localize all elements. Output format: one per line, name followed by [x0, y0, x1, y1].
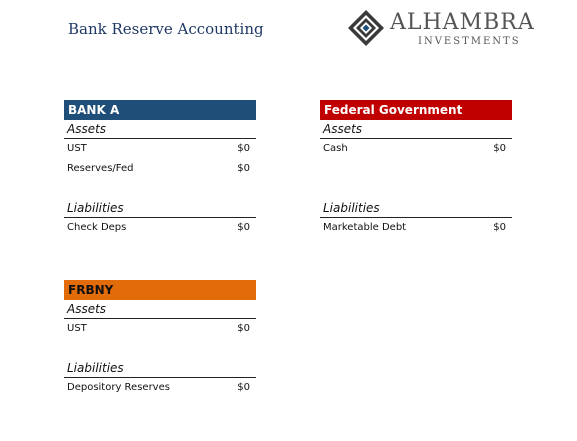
bank-a-ledger [64, 100, 256, 238]
federal-government-ledger [320, 100, 512, 238]
federal-government-asset-row [320, 139, 512, 159]
frbny-liabilities-label: Liabilities [64, 359, 256, 378]
row-label: UST [67, 323, 87, 334]
federal-government-liabilities-label: Liabilities [320, 199, 512, 218]
row-label: Marketable Debt [323, 222, 407, 233]
logo-tagline: INVESTMENTS [418, 36, 521, 47]
bank-a-liabilities-label: Liabilities [64, 199, 256, 218]
row-label: Reserves/Fed [67, 163, 134, 174]
row-value: $0 [493, 222, 506, 233]
row-label: Cash [323, 143, 348, 154]
frbny-ledger [64, 280, 256, 398]
federal-government-liability-row [320, 218, 512, 238]
row-value: $0 [493, 143, 506, 154]
row-label: UST [67, 143, 87, 154]
federal-government-header: Federal Government [320, 100, 512, 120]
alhambra-diamond-icon [346, 8, 386, 48]
row-value: $0 [237, 222, 250, 233]
row-label: Depository Reserves [67, 382, 170, 393]
frbny-header: FRBNY [64, 280, 256, 300]
logo-wordmark: ALHAMBRA [390, 10, 535, 35]
bank-a-assets-label: Assets [64, 120, 256, 139]
bank-a-liability-row [64, 218, 256, 238]
row-value: $0 [237, 163, 250, 174]
bank-a-header: BANK A [64, 100, 256, 120]
frbny-liability-row [64, 378, 256, 398]
row-value: $0 [237, 382, 250, 393]
page-title: Bank Reserve Accounting [68, 20, 264, 38]
row-value: $0 [237, 323, 250, 334]
row-label: Check Deps [67, 222, 127, 233]
company-logo [346, 8, 535, 48]
federal-government-assets-label: Assets [320, 120, 512, 139]
bank-a-asset-row [64, 139, 256, 159]
bank-a-asset-row [64, 159, 256, 179]
frbny-asset-row [64, 319, 256, 339]
row-value: $0 [237, 143, 250, 154]
frbny-assets-label: Assets [64, 300, 256, 319]
